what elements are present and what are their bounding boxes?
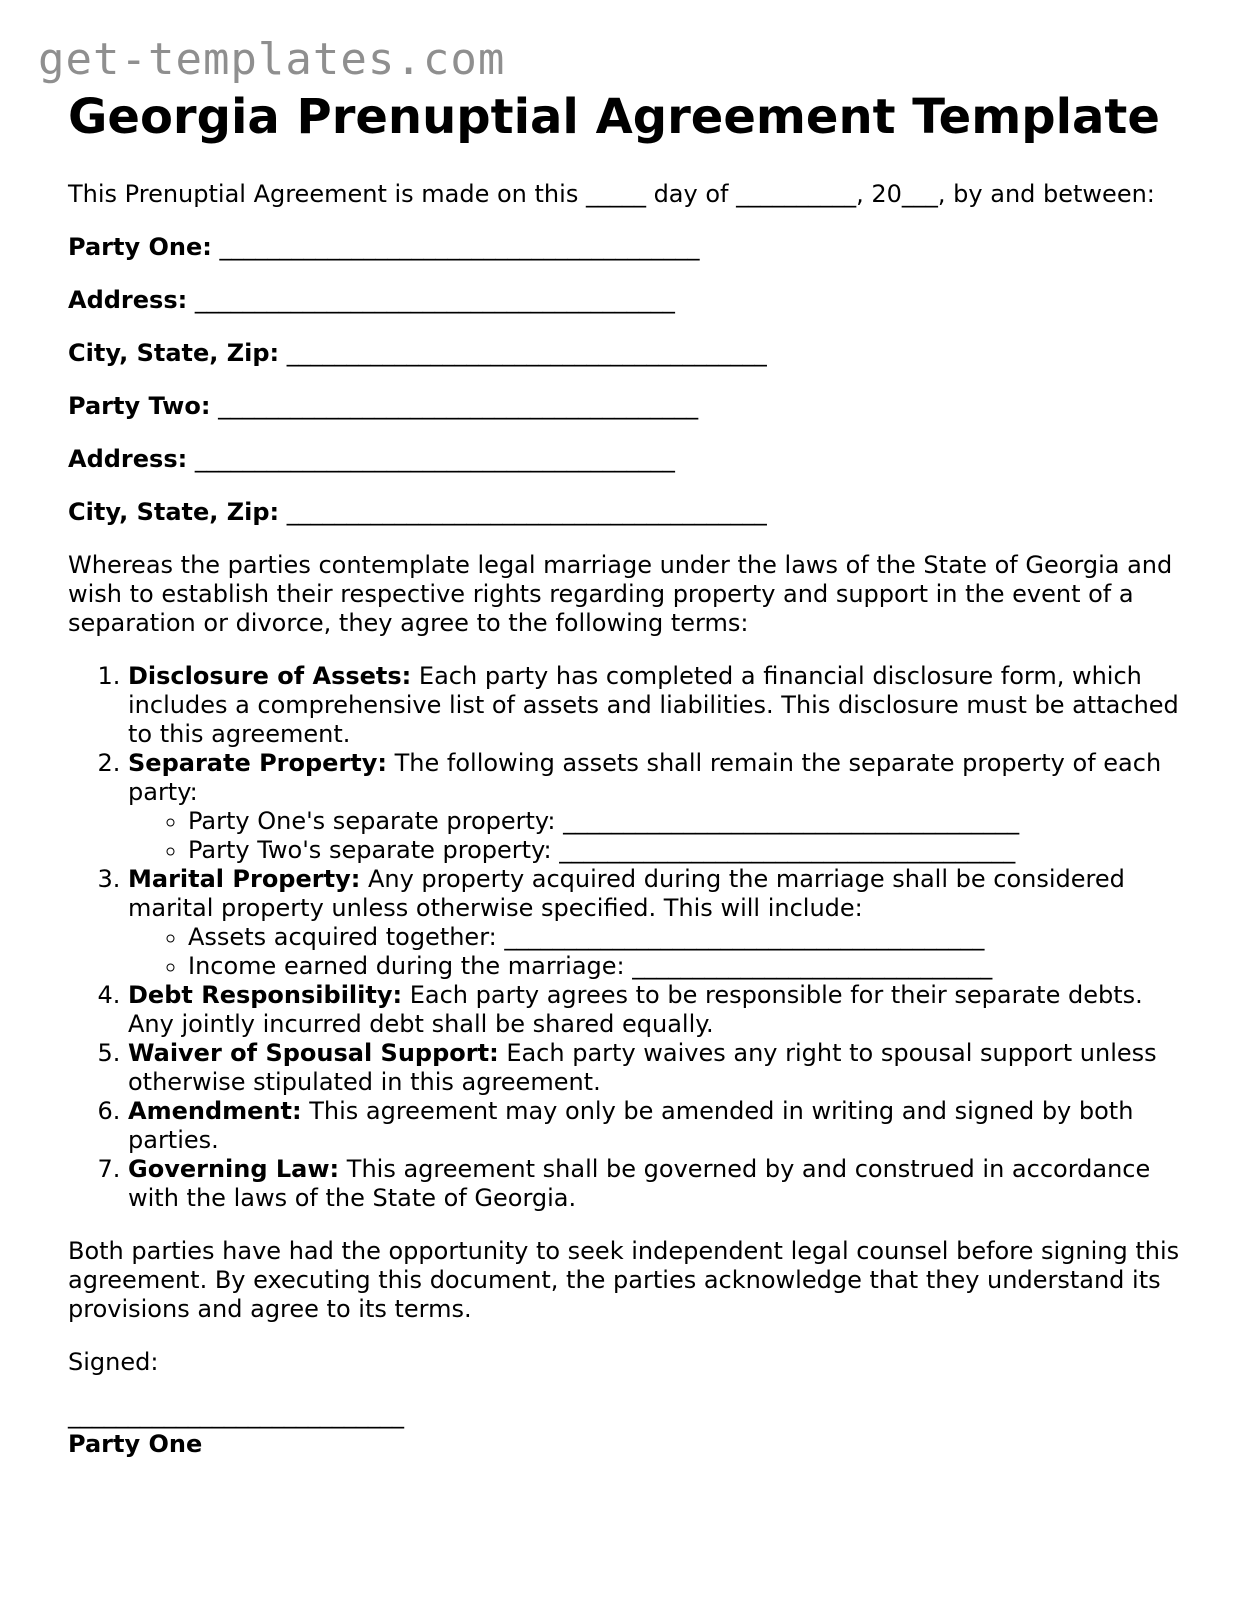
term-heading: Governing Law: xyxy=(128,1155,340,1183)
term-heading: Separate Property: xyxy=(128,749,387,777)
closing-paragraph: Both parties have had the opportunity to seek independent legal counsel before signing this agreement. By executing this document, the parties acknowledge that they understand its provisions and agree to its terms. xyxy=(68,1237,1180,1323)
term-heading: Waiver of Spousal Support: xyxy=(128,1039,499,1067)
income-earned-field[interactable]: ◦ Income earned during the marriage: ______________________________ xyxy=(188,952,1188,981)
term-heading: Marital Property: xyxy=(128,865,361,893)
term-heading: Amendment: xyxy=(128,1097,302,1125)
signed-label: Signed: xyxy=(68,1348,159,1376)
party-fields xyxy=(68,233,1188,527)
intro-paragraph: This Prenuptial Agreement is made on this _____ day of __________, 20___, by and between: xyxy=(68,180,1155,208)
field-blank: ________________________________________ xyxy=(218,392,699,420)
party-two-address-field[interactable] xyxy=(68,445,1188,474)
term-text: This agreement may only be amended in writing and signed by both parties. xyxy=(128,1097,1134,1154)
field-label: Address: xyxy=(68,445,188,473)
party-two-city-field[interactable] xyxy=(68,498,1188,527)
term-text: Each party has completed a financial disclosure form, which includes a comprehensive list of assets and liabilities. This disclosure must be attached to this agreement. xyxy=(128,662,1179,748)
field-blank: ________________________________________ xyxy=(194,286,675,314)
term-item xyxy=(128,981,1188,1039)
party-one-address-field[interactable] xyxy=(68,286,1188,315)
assets-acquired-together-field[interactable]: ◦ Assets acquired together: ________________________________________ xyxy=(188,923,1188,952)
party-two-separate-property-field[interactable]: ◦ Party Two's separate property: ______________________________________ xyxy=(188,836,1188,865)
term-text: Any property acquired during the marriage shall be considered marital property unless otherwise specified. This will include: xyxy=(128,865,1125,922)
document-page xyxy=(68,88,1188,1459)
field-blank: ________________________________________ xyxy=(286,339,767,367)
field-label: Party One: xyxy=(68,233,212,261)
term-item xyxy=(128,1097,1188,1155)
term-item xyxy=(128,1155,1188,1213)
party-one-city-field[interactable] xyxy=(68,339,1188,368)
party-two-name-field[interactable] xyxy=(68,392,1188,421)
document-title: Georgia Prenuptial Agreement Template xyxy=(68,89,1160,145)
term-heading: Debt Responsibility: xyxy=(128,981,403,1009)
term-text: Each party waives any right to spousal support unless otherwise stipulated in this agreement. xyxy=(128,1039,1157,1096)
term-item xyxy=(128,865,1188,981)
party-one-name-field[interactable] xyxy=(68,233,1188,262)
term-item xyxy=(128,749,1188,865)
party-one-separate-property-field[interactable]: ◦ Party One's separate property: ______________________________________ xyxy=(188,807,1188,836)
term-heading: Disclosure of Assets: xyxy=(128,662,412,690)
term-text: Each party agrees to be responsible for their separate debts. Any jointly incurred debt shall be shared equally. xyxy=(128,981,1143,1038)
signature-line[interactable]: ____________________________ xyxy=(68,1401,404,1429)
terms-list xyxy=(68,662,1188,1213)
field-label: City, State, Zip: xyxy=(68,339,280,367)
field-blank: ________________________________________ xyxy=(219,233,700,261)
field-label: Address: xyxy=(68,286,188,314)
field-label: Party Two: xyxy=(68,392,211,420)
signature-name: Party One xyxy=(68,1430,203,1458)
whereas-paragraph: Whereas the parties contemplate legal marriage under the laws of the State of Georgia and wish to establish their respective rights regarding property and support in the event of a separation or divorce, they agree to the following terms: xyxy=(68,551,1173,637)
sub-list xyxy=(128,923,1188,981)
field-blank: ________________________________________ xyxy=(194,445,675,473)
field-blank: ________________________________________ xyxy=(286,498,767,526)
watermark-logo: get-templates.com xyxy=(38,34,506,85)
term-text: This agreement shall be governed by and construed in accordance with the laws of the State of Georgia. xyxy=(128,1155,1151,1212)
term-item xyxy=(128,1039,1188,1097)
term-text: The following assets shall remain the separate property of each party: xyxy=(128,749,1162,806)
term-item xyxy=(128,662,1188,749)
sub-list xyxy=(128,807,1188,865)
field-label: City, State, Zip: xyxy=(68,498,280,526)
